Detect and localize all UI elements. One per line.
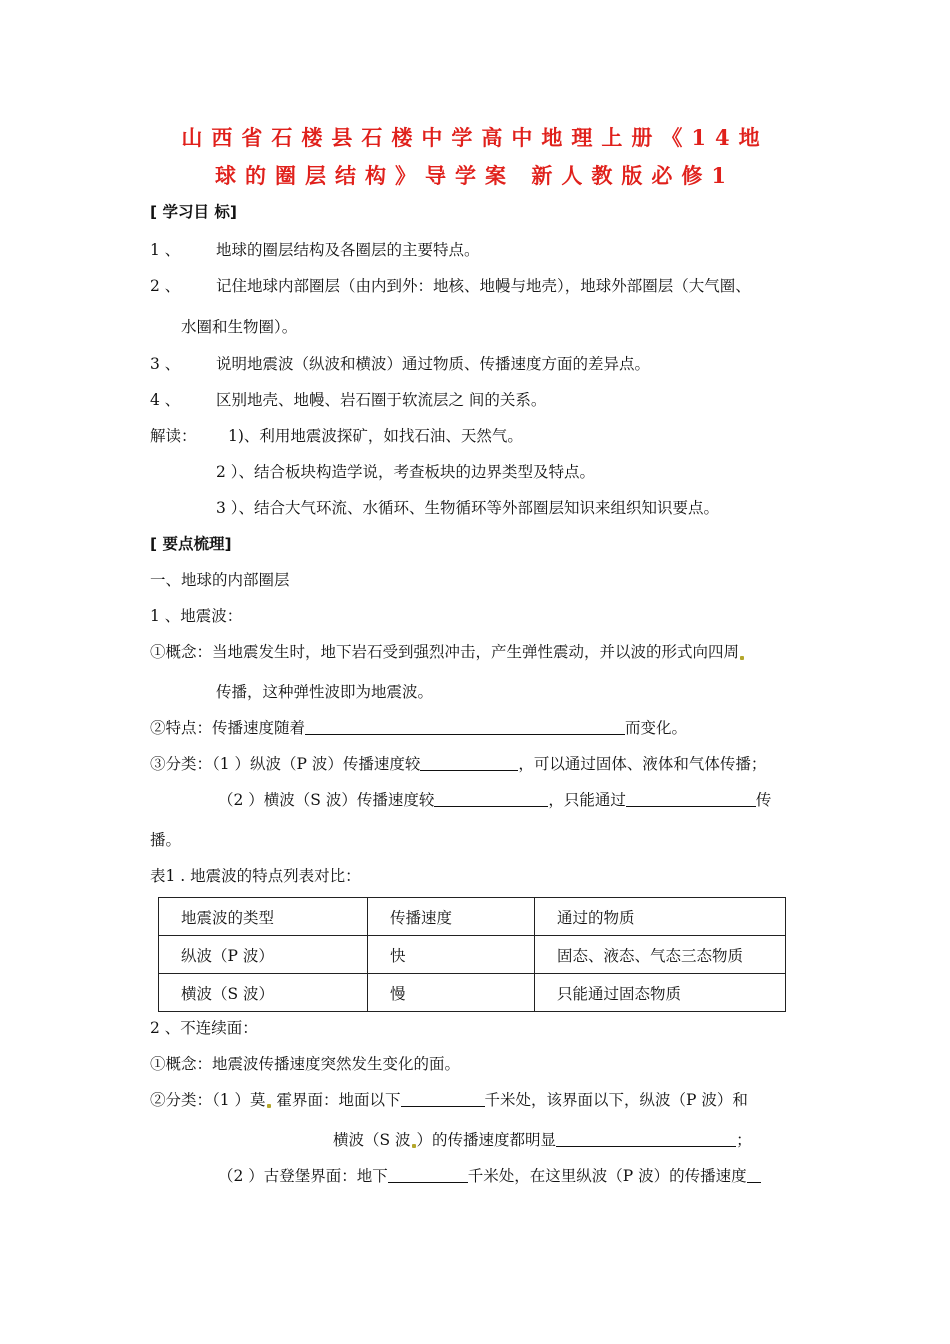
table-header-cell: 通过的物质 [535, 898, 786, 936]
moho-line [150, 1089, 748, 1111]
feature-line [150, 717, 687, 739]
goal-text: 说明地震波（纵波和横波）通过物质、传播速度方面的差异点。 [216, 355, 651, 373]
table-cell: 快 [368, 936, 535, 974]
table-header-cell: 地震波的类型 [159, 898, 368, 936]
moho-text: 千米处，该界面以下，纵波（P 波）和 [484, 1091, 748, 1109]
fill-blank[interactable] [626, 790, 756, 807]
table-row [159, 974, 786, 1012]
points-heading: [ 要点梳理] [150, 535, 232, 553]
jiedu-line-1 [150, 425, 523, 447]
gutenberg-line [218, 1165, 761, 1187]
jiedu-label: 解读： [150, 427, 197, 445]
goal-item-2 [150, 275, 751, 297]
goals-heading [150, 201, 237, 223]
class-text: ③分类：（1 ）纵波（P 波）传播速度较 [150, 755, 421, 773]
class-text-end: 传 [755, 791, 772, 809]
jiedu-item: 2 ）、结合板块构造学说，考查板块的边界类型及特点。 [216, 463, 596, 481]
class-line-2-cont: 播。 [150, 831, 182, 849]
goal-text: 地球的圈层结构及各圈层的主要特点。 [216, 241, 480, 259]
concept-line [150, 641, 745, 663]
goal-item-4 [150, 389, 546, 411]
goal-item-3 [150, 353, 650, 375]
table-cell: 固态、液态、气态三态物质 [535, 936, 786, 974]
moho-text: 横波（S 波 [333, 1131, 411, 1149]
mark-dot [267, 1104, 271, 1108]
class-text-end: ，可以通过固体、液体和气体传播； [518, 755, 767, 773]
fill-blank[interactable] [388, 1166, 468, 1183]
section-heading: 一、地球的内部圈层 [150, 571, 290, 589]
subsection-heading: 2 、不连续面： [150, 1019, 258, 1037]
moho-text: ）的传播速度都明显 [416, 1131, 557, 1149]
table-header-cell: 传播速度 [368, 898, 535, 936]
table-caption: 表1 . 地震波的特点列表对比： [150, 867, 361, 885]
goal-num: 3 、 [150, 355, 181, 373]
jiedu-item: 1)、利用地震波探矿，如找石油、天然气。 [228, 427, 523, 445]
moho-line-2 [333, 1129, 752, 1151]
table-header-row [159, 898, 786, 936]
table-cell: 只能通过固态物质 [535, 974, 786, 1012]
doc-title-line2: 球的圈层结构》导学案 新人教版必修1 [215, 163, 735, 188]
table-cell: 横波（S 波） [159, 974, 368, 1012]
fill-blank[interactable] [747, 1166, 761, 1183]
goal-item-1 [150, 239, 480, 261]
class-text-mid: ，只能通过 [548, 791, 626, 809]
mark-dot [412, 1144, 416, 1148]
table-cell: 慢 [368, 974, 535, 1012]
class-line-1 [150, 753, 766, 775]
fill-blank[interactable] [434, 790, 548, 807]
fill-blank[interactable] [401, 1090, 485, 1107]
jiedu-item: 3 ）、结合大气环流、水循环、生物循环等外部圈层知识来组织知识要点。 [216, 499, 720, 517]
goal-text: 记住地球内部圈层（由内到外：地核、地幔与地壳），地球外部圈层（大气圈、 [216, 277, 751, 295]
moho-text: ； [736, 1131, 752, 1149]
subsection-heading: 1 、地震波： [150, 607, 243, 625]
feature-text: ②特点：传播速度随着 [150, 719, 306, 737]
moho-text: ②分类：（1 ）莫 [150, 1091, 266, 1109]
concept-text: ①概念：当地震发生时，地下岩石受到强烈冲击，产生弹性震动，并以波的形式向四周 [150, 643, 740, 661]
concept-line-cont: 传播，这种弹性波即为地震波。 [216, 683, 434, 701]
goal-num: 4 、 [150, 391, 181, 409]
class-line-2 [218, 789, 771, 811]
moho-text: 霍界面：地面以下 [276, 1091, 401, 1109]
goals-heading-text: [ 学习目 标] [150, 203, 237, 221]
mark-dot [740, 656, 744, 660]
gutenberg-text: 千米处，在这里纵波（P 波）的传播速度 [467, 1167, 747, 1185]
fill-blank[interactable] [556, 1130, 736, 1147]
fill-blank[interactable] [305, 718, 625, 735]
seismic-wave-table [158, 897, 786, 1012]
feature-text-end: 而变化。 [625, 719, 688, 737]
table-row [159, 936, 786, 974]
goal-num: 1 、 [150, 241, 181, 259]
gutenberg-text: （2 ）古登堡界面：地下 [218, 1167, 388, 1185]
goal-text: 区别地壳、地幔、岩石圈于软流层之 间的关系。 [216, 391, 547, 409]
class-text: （2 ）横波（S 波）传播速度较 [218, 791, 435, 809]
concept-line: ①概念：地震波传播速度突然发生变化的面。 [150, 1055, 461, 1073]
doc-title-line1: 山西省石楼县石楼中学高中地理上册《14地 [181, 125, 769, 150]
goal-item-2-cont: 水圈和生物圈）。 [181, 318, 298, 336]
table-cell: 纵波（P 波） [159, 936, 368, 974]
fill-blank[interactable] [420, 754, 518, 771]
goal-num: 2 、 [150, 277, 181, 295]
